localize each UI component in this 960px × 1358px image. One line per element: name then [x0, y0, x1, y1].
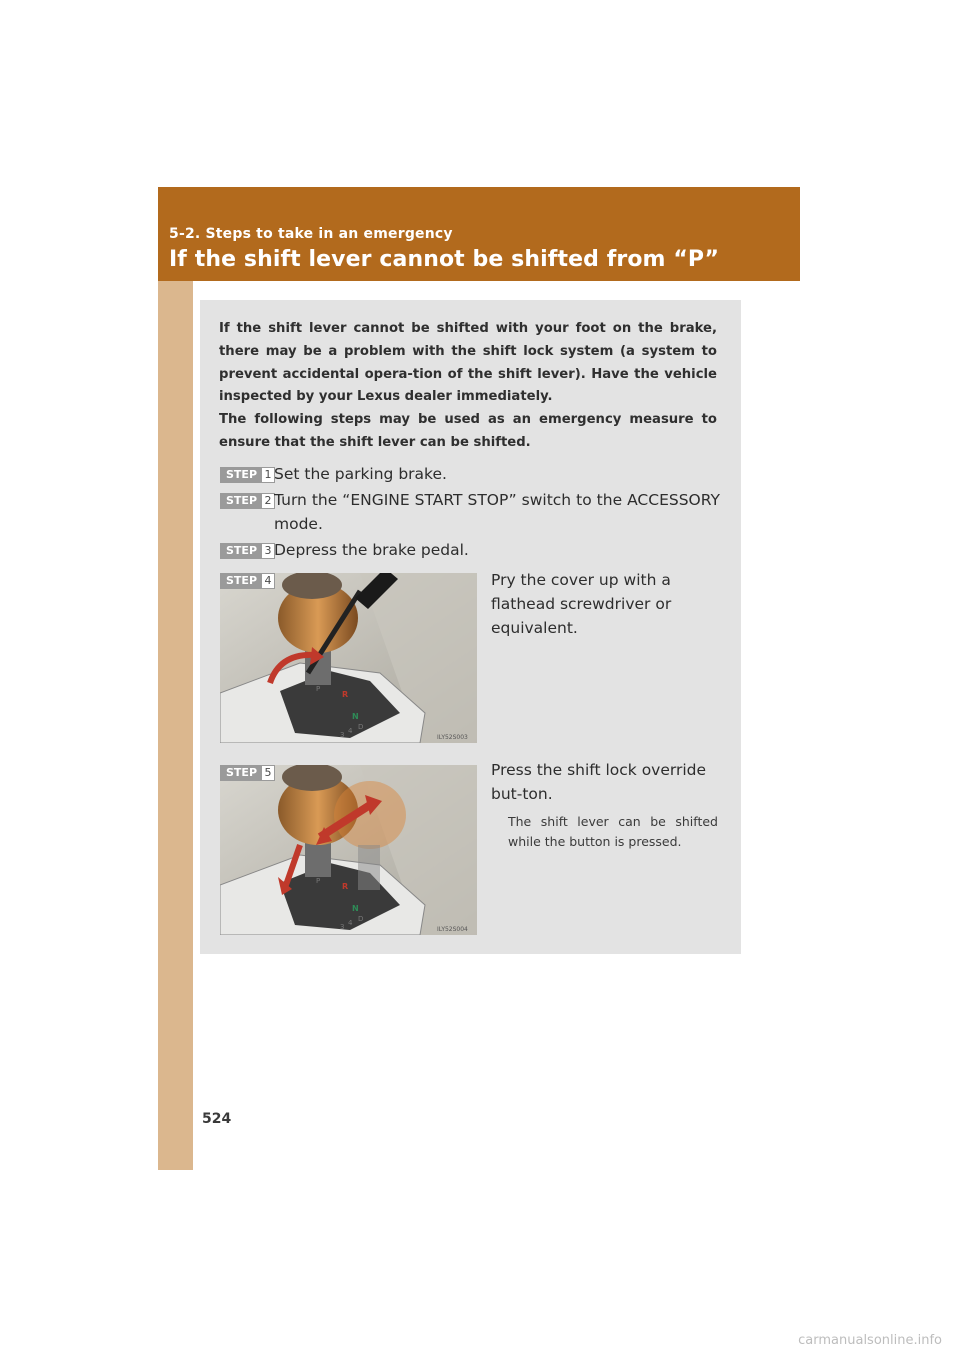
step-4-text: Pry the cover up with a flathead screwdriver or equivalent. [491, 571, 672, 637]
step-5-note: The shift lever can be shifted while the button is pressed. [508, 814, 718, 849]
gate-label-r: R [342, 882, 349, 891]
intro-paragraph-2: The following steps may be used as an emergency measure to ensure that the shift lever can be shifted. [219, 412, 717, 450]
step-1-text: Set the parking brake. [274, 465, 447, 483]
step-3-tag [220, 543, 275, 559]
gate-label-p: P [316, 685, 321, 693]
page-number: 524 [202, 1111, 232, 1127]
section-label: 5-2. Steps to take in an emergency [169, 226, 453, 242]
step-number: 1 [262, 468, 274, 482]
watermark: carmanualsonline.info [798, 1333, 942, 1348]
gate-label-3: 3 [340, 923, 345, 931]
step-4-figure [220, 573, 477, 743]
gate-label-r: R [342, 690, 349, 699]
figure-code: ILY52S003 [437, 734, 468, 741]
step-number: 4 [262, 574, 274, 588]
header-band [158, 187, 800, 281]
gate-label-p: P [316, 877, 321, 885]
gate-label-n: N [352, 712, 359, 721]
step-word: STEP [221, 494, 262, 508]
figure-code: ILY52S004 [437, 926, 468, 933]
page-title: If the shift lever cannot be shifted from “P” [169, 247, 720, 272]
step-2-tag [220, 493, 275, 509]
gate-label-3: 3 [340, 731, 345, 739]
step-5-tag [220, 765, 275, 781]
side-strip [158, 187, 193, 1170]
step-word: STEP [221, 468, 262, 482]
step-number: 3 [262, 544, 274, 558]
step-word: STEP [221, 574, 262, 588]
instruction-panel [200, 300, 741, 954]
step-5-figure [220, 765, 477, 935]
gate-label-n: N [352, 904, 359, 913]
intro-paragraph-1: If the shift lever cannot be shifted with your foot on the brake, there may be a problem with the shift lock system (a system to prevent accidental opera-tion of the shift lever). Have the vehicle inspected by your Lexus dealer immediately. [219, 321, 717, 405]
step-number: 5 [262, 766, 274, 780]
gate-label-d: D [358, 915, 364, 923]
step-2-text: Turn the “ENGINE START STOP” switch to the ACCESSORY mode. [274, 491, 720, 533]
gate-label-d: D [358, 723, 364, 731]
step-4-tag [220, 573, 275, 589]
intro-text [219, 318, 717, 455]
step-1-tag [220, 467, 275, 483]
step-number: 2 [262, 494, 274, 508]
step-word: STEP [221, 766, 262, 780]
gate-label-4: 4 [348, 727, 353, 735]
override-button-illustration [220, 765, 477, 935]
gate-label-4: 4 [348, 919, 353, 927]
step-3-text: Depress the brake pedal. [274, 541, 469, 559]
shifter-cover-illustration [220, 573, 477, 743]
step-5-text: Press the shift lock override but-ton. [491, 761, 707, 803]
step-word: STEP [221, 544, 262, 558]
